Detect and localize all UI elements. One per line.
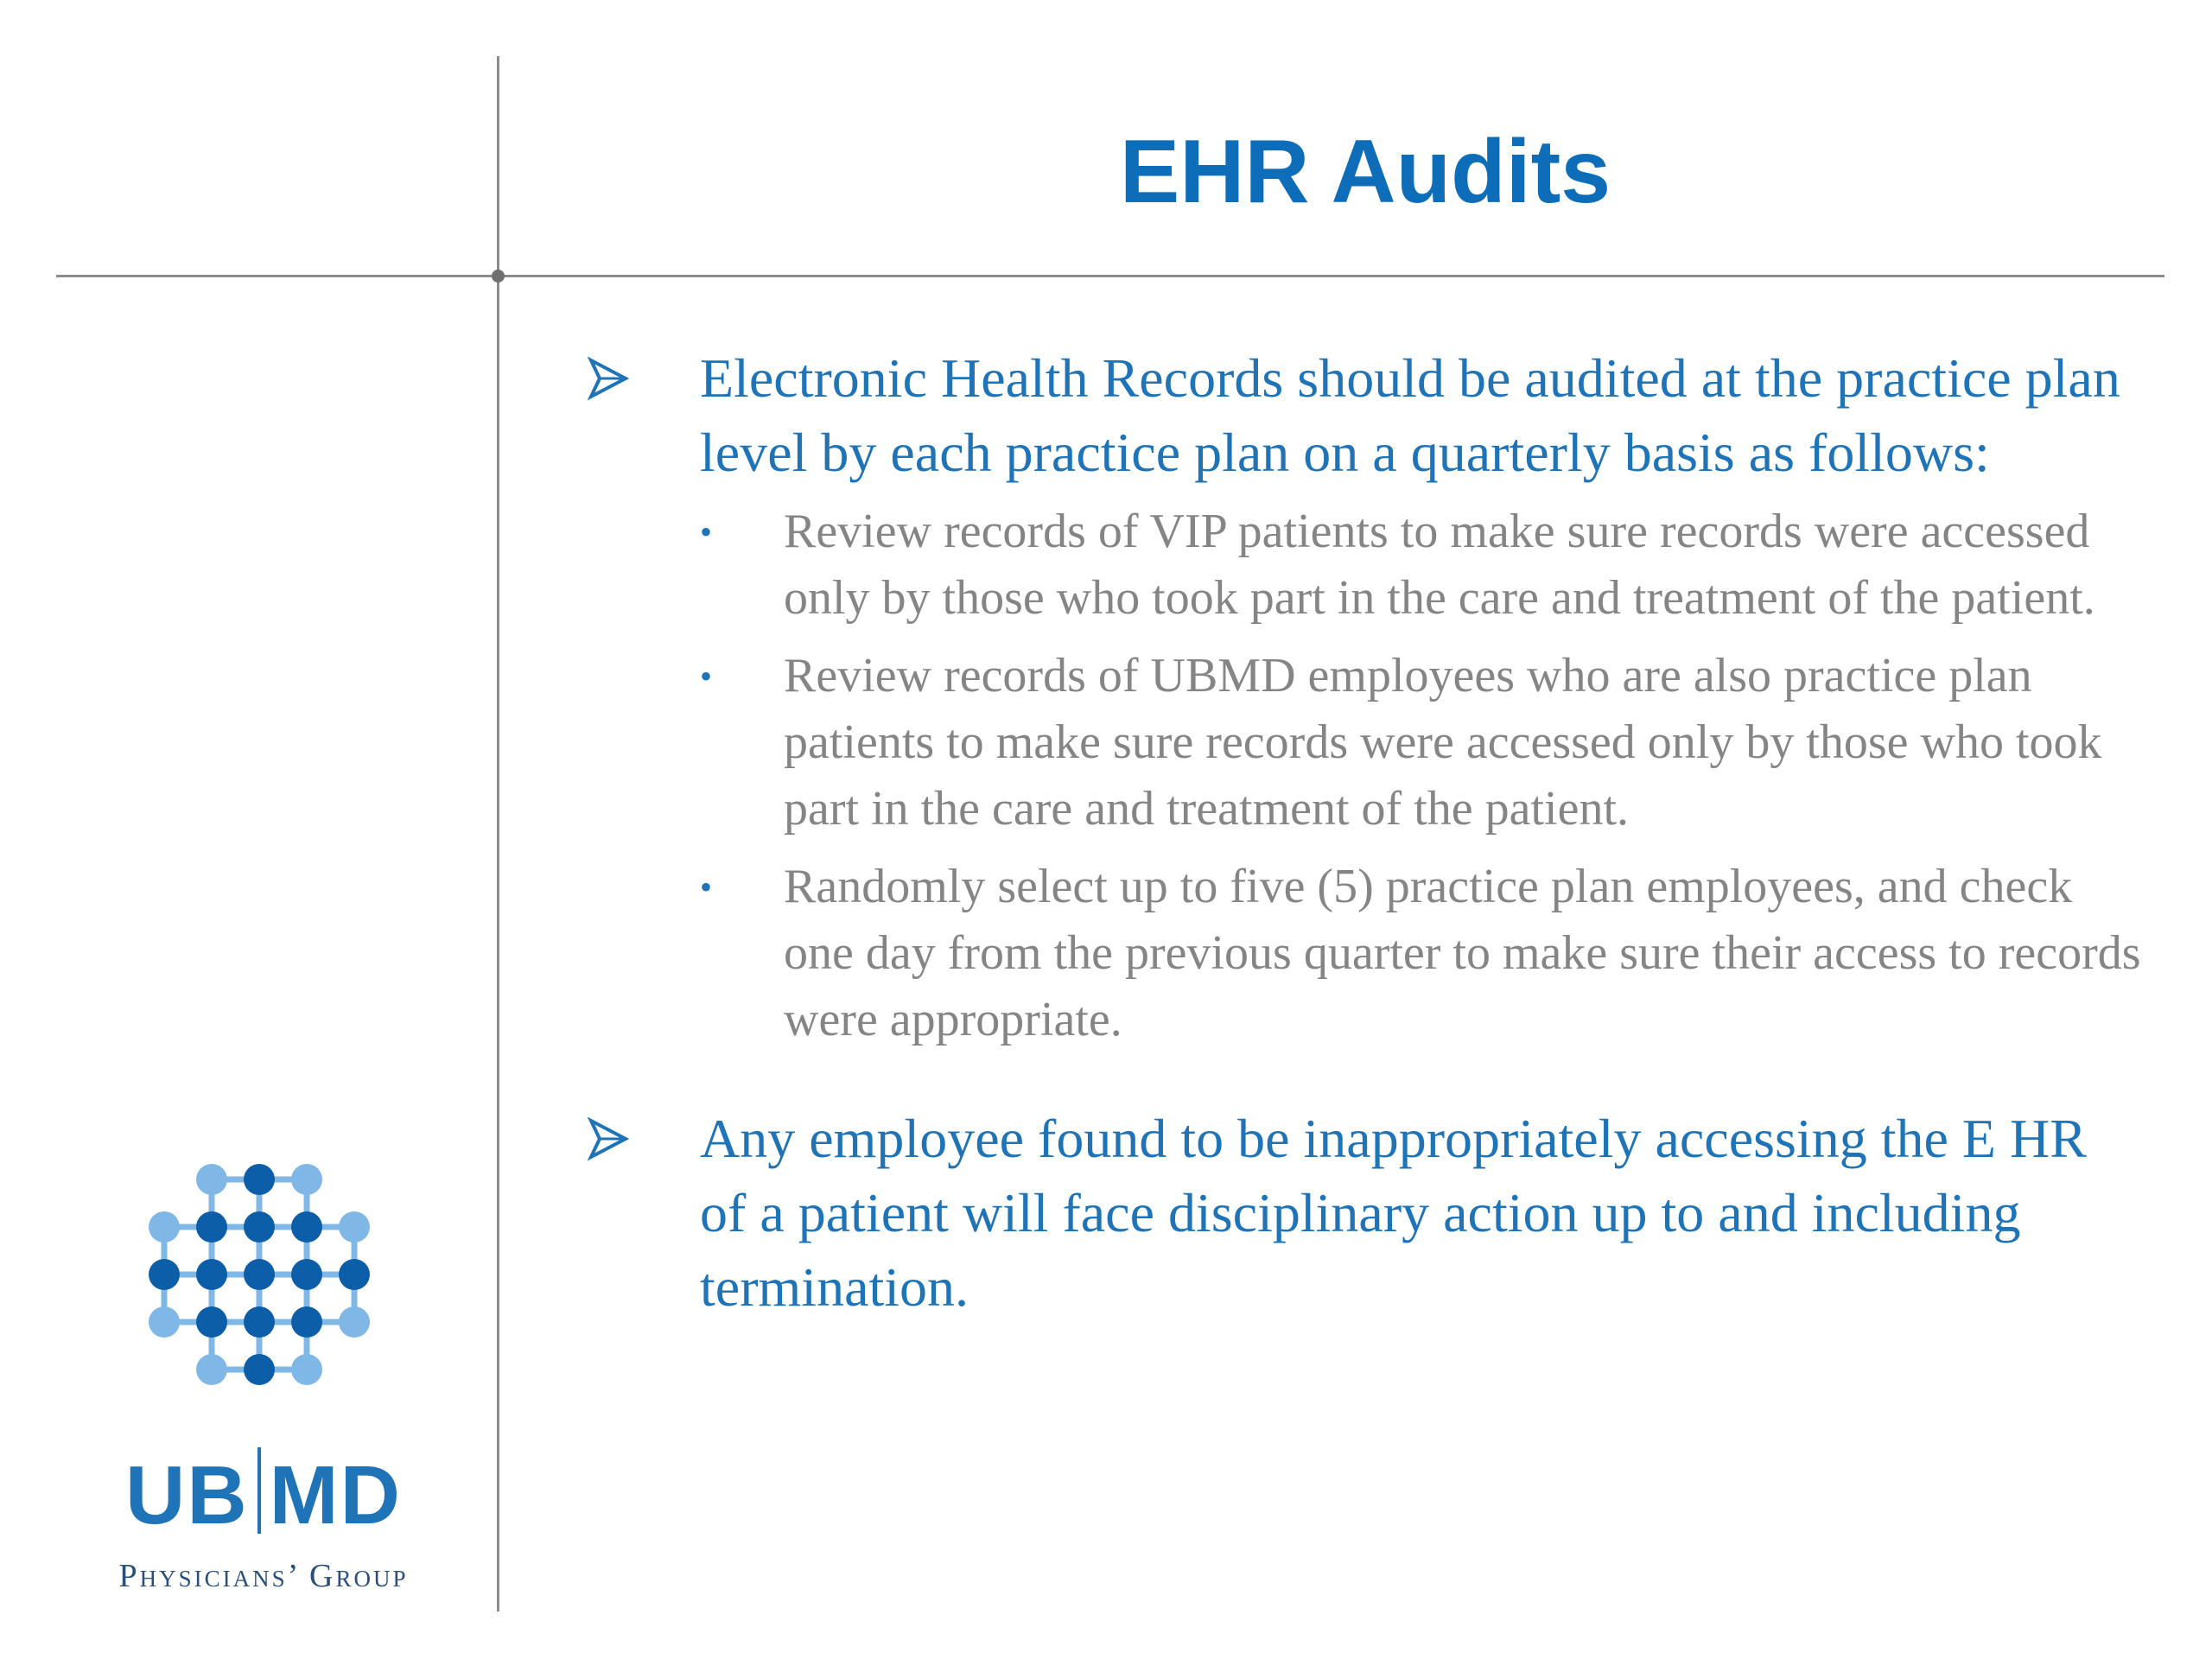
sub-bullet-text: Randomly select up to five (5) practice plan employees, and check one day from the previous quarter to make sure their access to records were appropriate. <box>784 860 2141 1046</box>
sub-bullet-1 <box>700 499 2143 632</box>
arrowhead-bullet-icon <box>588 1102 639 1176</box>
sub-bullet-text: Review records of VIP patients to make sure records were accessed only by those who took part in the care and treatment of the patient. <box>784 505 2095 625</box>
main-bullet-text: Any employee found to be inappropriately accessing the E HR of a patient will face disciplinary action up to and including termination. <box>700 1108 2087 1318</box>
vertical-rule <box>497 56 499 1611</box>
sub-bullet-list <box>588 499 2143 1053</box>
sub-bullet-text: Review records of UBMD employees who are also practice plan patients to make sure records were accessed only by those who took part in the care and treatment of the patient. <box>784 649 2102 836</box>
logo-ub-text: UB <box>125 1449 249 1541</box>
dot-bullet-icon: • <box>700 657 713 696</box>
logo-wordmark <box>82 1447 445 1543</box>
main-bullet-1 <box>588 341 2143 490</box>
dot-bullet-icon: • <box>700 868 713 906</box>
sub-bullet-2 <box>700 643 2143 842</box>
sub-bullet-3 <box>700 854 2143 1053</box>
logo-md-text: MD <box>269 1449 402 1541</box>
main-bullet-2 <box>588 1102 2143 1325</box>
arrowhead-bullet-icon <box>588 341 639 416</box>
logo-divider <box>257 1447 261 1534</box>
logo-subtitle: Physicians’ Group <box>118 1558 409 1594</box>
ubmd-logo <box>82 1158 445 1607</box>
slide-body <box>588 341 2143 1325</box>
rule-intersection-dot <box>492 270 505 283</box>
dot-bullet-icon: • <box>700 512 713 551</box>
horizontal-rule <box>56 275 2164 277</box>
molecule-grid-logo-icon <box>130 1158 389 1400</box>
main-bullet-text: Electronic Health Records should be audited at the practice plan level by each practice plan on a quarterly basis as follows: <box>700 347 2120 483</box>
slide-title: EHR Audits <box>1119 122 1611 222</box>
